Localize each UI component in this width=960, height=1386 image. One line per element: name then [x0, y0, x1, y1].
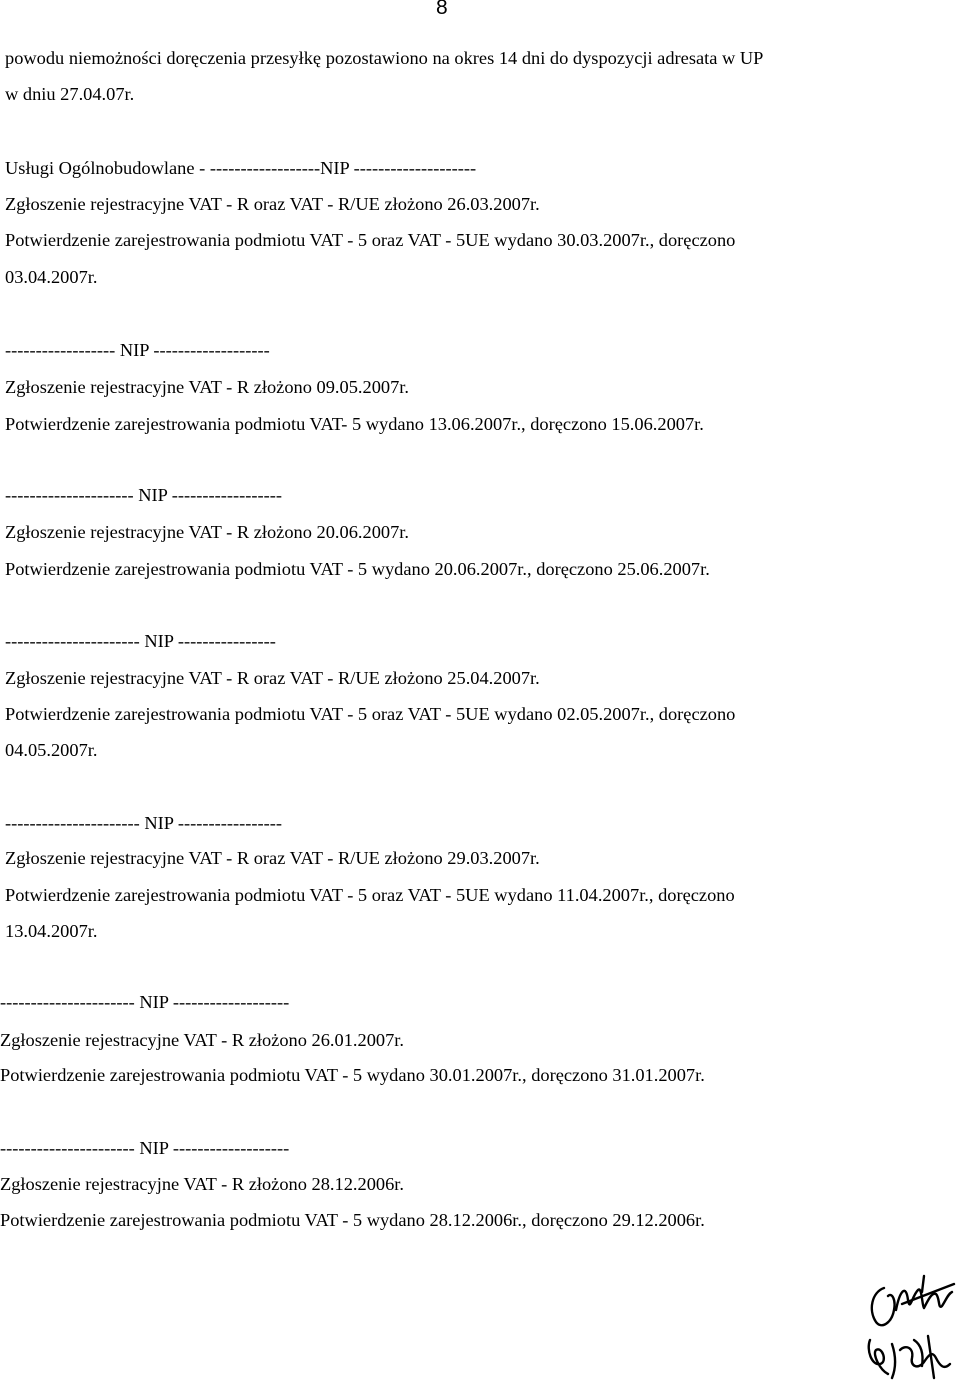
text-line: 04.05.2007r. [5, 740, 98, 760]
text-line: Zgłoszenie rejestracyjne VAT - R złożono 28.12.2006r. [0, 1174, 404, 1194]
section-header: ---------------------- NIP ---------------- [5, 631, 276, 651]
text-line: Potwierdzenie zarejestrowania podmiotu VAT - 5 oraz VAT - 5UE wydano 02.05.2007r., doręczono [5, 704, 736, 724]
text-line: Potwierdzenie zarejestrowania podmiotu VAT - 5 wydano 30.01.2007r., doręczono 31.01.2007r. [0, 1065, 705, 1085]
text-line: Zgłoszenie rejestracyjne VAT - R oraz VAT - R/UE złożono 26.03.2007r. [5, 194, 540, 214]
text-line: powodu niemożności doręczenia przesyłkę pozostawiono na okres 14 dni do dyspozycji adresata w UP [5, 48, 764, 68]
section-header: ---------------------- NIP ------------------- [0, 1138, 290, 1158]
text-line: Potwierdzenie zarejestrowania podmiotu VAT - 5 wydano 20.06.2007r., doręczono 25.06.2007r. [5, 559, 710, 579]
text-line: Potwierdzenie zarejestrowania podmiotu VAT- 5 wydano 13.06.2007r., doręczono 15.06.2007r. [5, 414, 704, 434]
text-line: Potwierdzenie zarejestrowania podmiotu VAT - 5 oraz VAT - 5UE wydano 11.04.2007r., doręczono [5, 885, 735, 905]
handwritten-signature [862, 1270, 960, 1386]
section-header: ------------------ NIP ------------------- [5, 340, 270, 360]
text-line: Zgłoszenie rejestracyjne VAT - R oraz VAT - R/UE złożono 25.04.2007r. [5, 668, 540, 688]
section-header: ---------------------- NIP ------------------- [0, 992, 290, 1012]
text-line: Zgłoszenie rejestracyjne VAT - R złożono 20.06.2007r. [5, 522, 409, 542]
text-line: 03.04.2007r. [5, 267, 98, 287]
section-header: Usługi Ogólnobudowlane - ------------------NIP -------------------- [5, 158, 477, 178]
section-header: --------------------- NIP ------------------ [5, 485, 282, 505]
text-line: Potwierdzenie zarejestrowania podmiotu VAT - 5 wydano 28.12.2006r., doręczono 29.12.2006r. [0, 1210, 705, 1230]
text-line: Zgłoszenie rejestracyjne VAT - R złożono 09.05.2007r. [5, 377, 409, 397]
text-line: 13.04.2007r. [5, 921, 98, 941]
section-header: ---------------------- NIP ----------------- [5, 813, 282, 833]
text-line: w dniu 27.04.07r. [5, 84, 135, 104]
text-line: Zgłoszenie rejestracyjne VAT - R złożono 26.01.2007r. [0, 1030, 404, 1050]
text-line: Zgłoszenie rejestracyjne VAT - R oraz VAT - R/UE złożono 29.03.2007r. [5, 848, 540, 868]
text-line: Potwierdzenie zarejestrowania podmiotu VAT - 5 oraz VAT - 5UE wydano 30.03.2007r., doręczono [5, 230, 736, 250]
page-number: 8 [436, 0, 448, 19]
